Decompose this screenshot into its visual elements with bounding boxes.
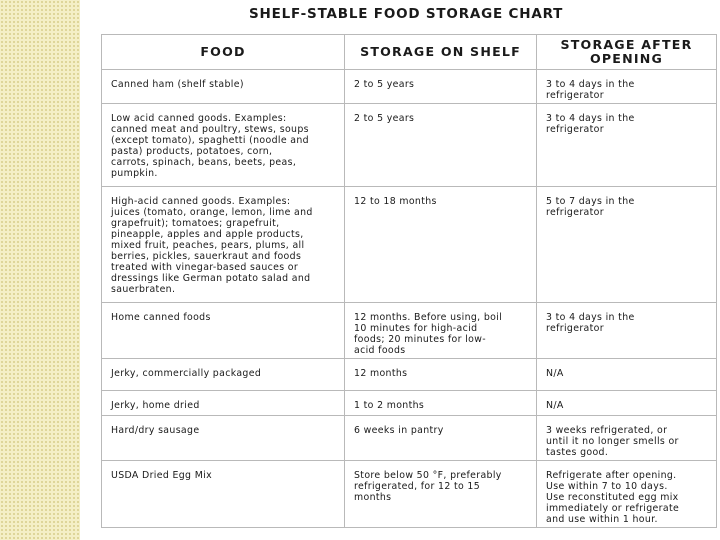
decorative-side-pattern: [0, 0, 80, 540]
table-row: [102, 391, 717, 416]
table-row: [102, 359, 717, 391]
shelf-cell: 12 to 18 months: [345, 187, 537, 303]
shelf-cell: 6 weeks in pantry: [345, 416, 537, 461]
opened-cell: 3 to 4 days in the refrigerator: [537, 303, 717, 359]
table-row: [102, 104, 717, 187]
opened-cell: 3 to 4 days in the refrigerator: [537, 70, 717, 104]
shelf-cell: 2 to 5 years: [345, 104, 537, 187]
header-food: FOOD: [102, 35, 345, 70]
shelf-cell: 1 to 2 months: [345, 391, 537, 416]
food-cell: Home canned foods: [102, 303, 345, 359]
food-cell: Jerky, home dried: [102, 391, 345, 416]
table-header-row: [102, 35, 717, 70]
shelf-cell: Store below 50 °F, preferably refrigerated, for 12 to 15 months: [345, 461, 537, 528]
opened-cell: 5 to 7 days in the refrigerator: [537, 187, 717, 303]
food-cell: Low acid canned goods. Examples: canned meat and poultry, stews, soups (except tomato), spaghetti (noodle and pasta) products, potatoes, corn, carrots, spinach, beans, beets, peas, pumpkin.: [102, 104, 345, 187]
opened-cell: N/A: [537, 391, 717, 416]
header-storage-after-opening: STORAGE AFTER OPENING: [537, 35, 717, 70]
storage-table: [101, 34, 717, 528]
opened-cell: 3 to 4 days in the refrigerator: [537, 104, 717, 187]
food-cell: USDA Dried Egg Mix: [102, 461, 345, 528]
table-row: [102, 187, 717, 303]
food-cell: Jerky, commercially packaged: [102, 359, 345, 391]
chart-title: SHELF-STABLE FOOD STORAGE CHART: [249, 6, 564, 22]
food-cell: High-acid canned goods. Examples: juices (tomato, orange, lemon, lime and grapefruit); tomatoes; grapefruit, pineapple, apples and apple products, mixed fruit, peaches, pears, plums, all berries, pickles, sauerkraut and foods treated with vinegar-based sauces or dressings like German potato salad and sauerbraten.: [102, 187, 345, 303]
opened-cell: N/A: [537, 359, 717, 391]
food-cell: Canned ham (shelf stable): [102, 70, 345, 104]
shelf-cell: 12 months: [345, 359, 537, 391]
table-row: [102, 70, 717, 104]
food-cell: Hard/dry sausage: [102, 416, 345, 461]
table-row: [102, 303, 717, 359]
opened-cell: 3 weeks refrigerated, or until it no longer smells or tastes good.: [537, 416, 717, 461]
table-row: [102, 461, 717, 528]
header-storage-on-shelf: STORAGE ON SHELF: [345, 35, 537, 70]
shelf-cell: 2 to 5 years: [345, 70, 537, 104]
opened-cell: Refrigerate after opening. Use within 7 to 10 days. Use reconstituted egg mix immediately or refrigerate and use within 1 hour.: [537, 461, 717, 528]
table-row: [102, 416, 717, 461]
shelf-cell: 12 months. Before using, boil 10 minutes for high-acid foods; 20 minutes for low- acid foods: [345, 303, 537, 359]
